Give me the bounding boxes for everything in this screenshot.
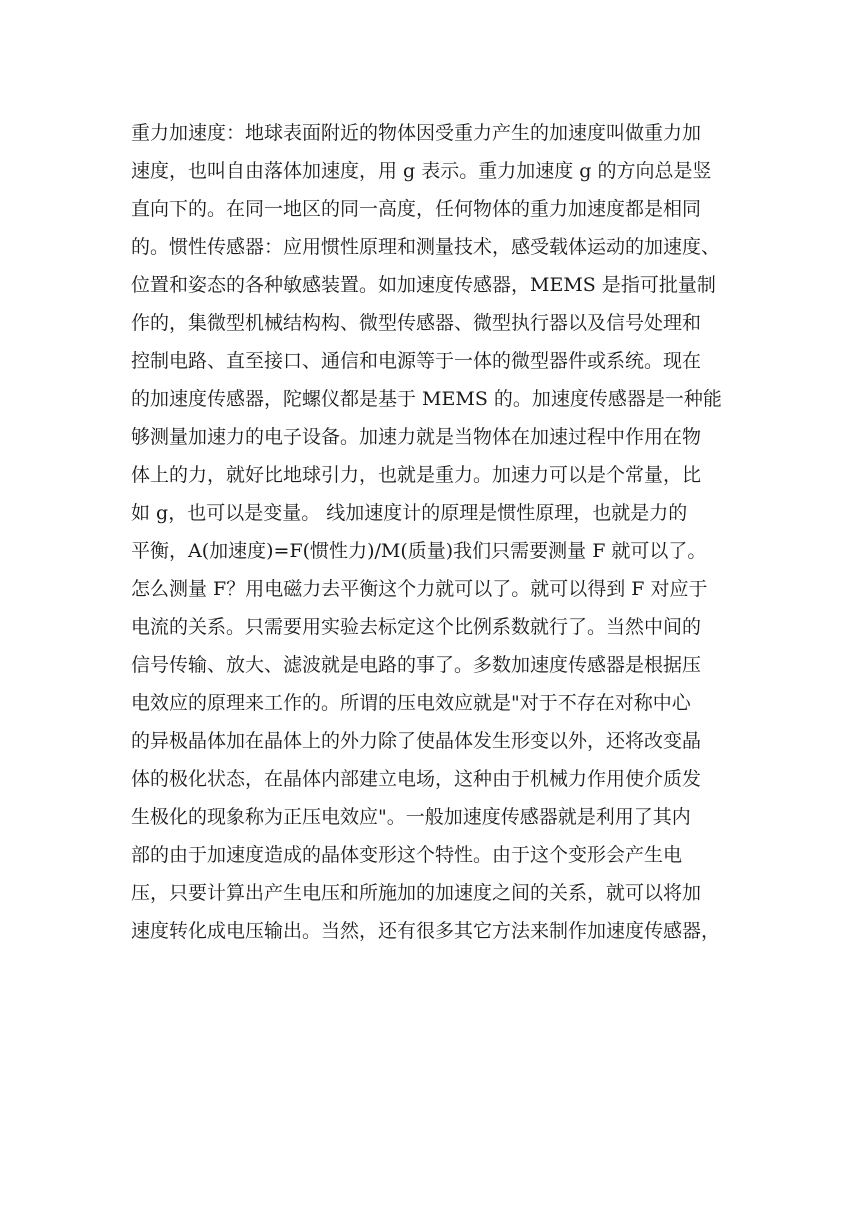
text-line: 信号传输、放大、滤波就是电路的事了。多数加速度传感器是根据压 (131, 654, 702, 676)
text-line: 的加速度传感器，陀螺仪都是基于 MEMS 的。加速度传感器是一种能 (131, 388, 722, 410)
text-line: 的。惯性传感器：应用惯性原理和测量技术，感受载体运动的加速度、 (131, 236, 721, 258)
text-line: 的异极晶体加在晶体上的外力除了使晶体发生形变以外，还将改变晶 (131, 730, 702, 752)
text-line: 作的，集微型机械结构构、微型传感器、微型执行器以及信号处理和 (131, 312, 702, 334)
text-line: 控制电路、直至接口、通信和电源等于一体的微型器件或系统。现在 (131, 350, 702, 372)
text-line: 电效应的原理来工作的。所谓的压电效应就是"对于不存在对称中心 (131, 692, 691, 714)
text-line: 速度，也叫自由落体加速度，用 g 表示。重力加速度 g 的方向总是竖 (131, 160, 712, 182)
text-line: 部的由于加速度造成的晶体变形这个特性。由于这个变形会产生电 (131, 844, 683, 866)
text-line: 生极化的现象称为正压电效应"。一般加速度传感器就是利用了其内 (131, 806, 691, 828)
text-line: 重力加速度：地球表面附近的物体因受重力产生的加速度叫做重力加 (131, 122, 702, 144)
text-line: 体的极化状态，在晶体内部建立电场，这种由于机械力作用使介质发 (131, 768, 702, 790)
text-line: 平衡，A(加速度)=F(惯性力)/M(质量)我们只需要测量 F 就可以了。 (131, 540, 707, 562)
text-line: 电流的关系。只需要用实验去标定这个比例系数就行了。当然中间的 (131, 616, 702, 638)
text-line: 速度转化成电压输出。当然，还有很多其它方法来制作加速度传感器， (131, 920, 721, 942)
body-text (131, 114, 751, 950)
text-line: 压，只要计算出产生电压和所施加的加速度之间的关系，就可以将加 (131, 882, 702, 904)
text-line: 直向下的。在同一地区的同一高度，任何物体的重力加速度都是相同 (131, 198, 702, 220)
text-line: 如 g，也可以是变量。 线加速度计的原理是惯性原理，也就是力的 (131, 502, 688, 524)
text-line: 体上的力，就好比地球引力，也就是重力。加速力可以是个常量，比 (131, 464, 702, 486)
text-line: 够测量加速力的电子设备。加速力就是当物体在加速过程中作用在物 (131, 426, 702, 448)
text-line: 位置和姿态的各种敏感装置。如加速度传感器，MEMS 是指可批量制 (131, 274, 716, 296)
text-line: 怎么测量 F？用电磁力去平衡这个力就可以了。就可以得到 F 对应于 (131, 578, 708, 600)
